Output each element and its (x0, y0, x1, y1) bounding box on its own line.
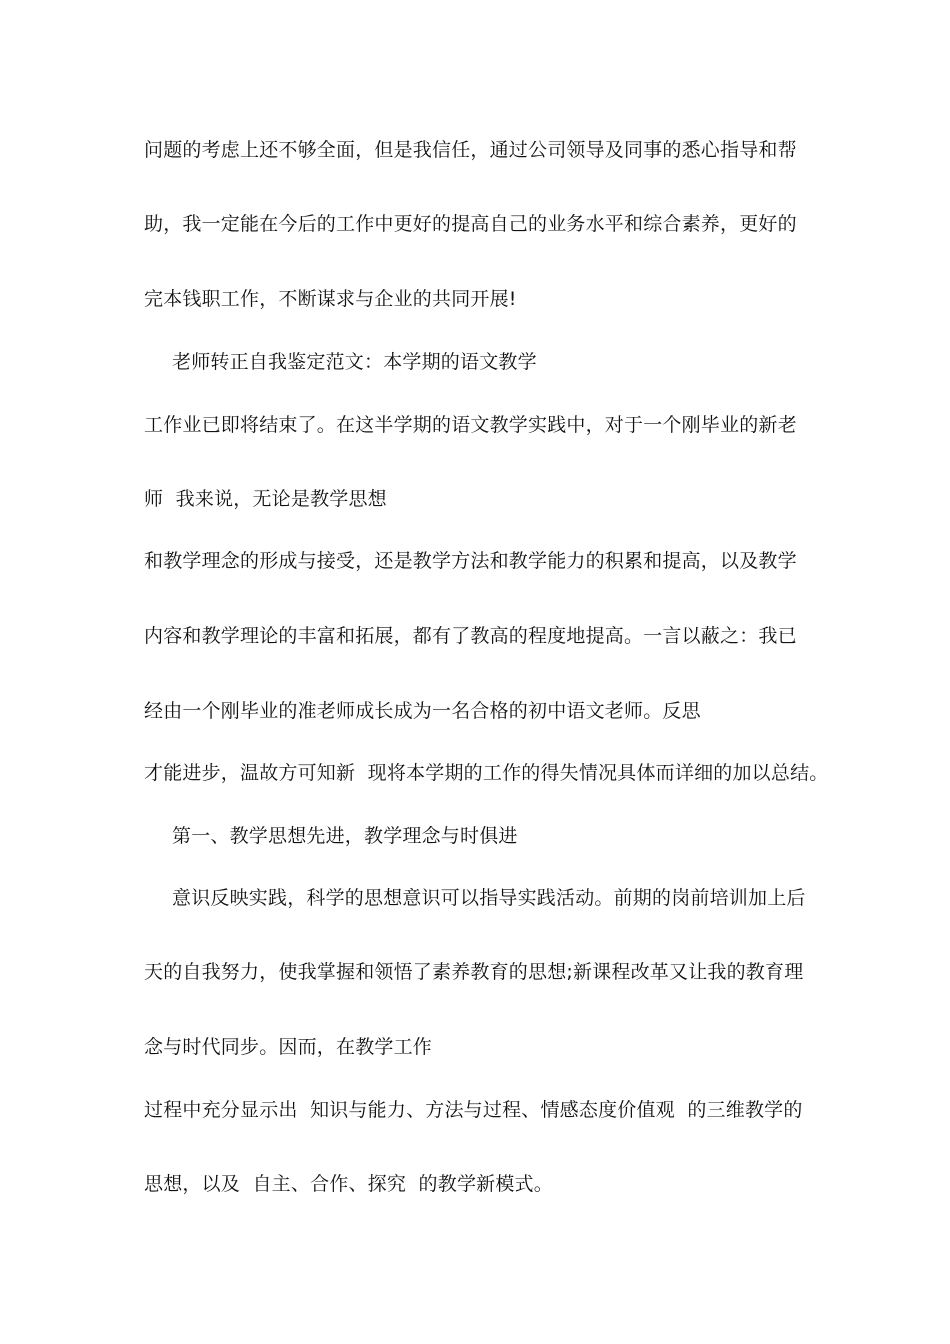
text-line: 过程中充分显示出 知识与能力、方法与过程、情感态度价值观 的三维教学的 (144, 1099, 803, 1121)
text-line: 完本钱职工作，不断谋求与企业的共同开展! (144, 288, 517, 310)
text-line: 思想，以及 自主、合作、探究 的教学新模式。 (144, 1173, 553, 1195)
text-line: 问题的考虑上还不够全面，但是我信任，通过公司领导及同事的悉心指导和帮 (144, 139, 797, 161)
text-line: 意识反映实践，科学的思想意识可以指导实践活动。前期的岗前培训加上后 (172, 887, 806, 909)
text-line: 师 我来说，无论是教学思想 (144, 488, 387, 510)
text-line: 助，我一定能在今后的工作中更好的提高自己的业务水平和综合素养，更好的 (144, 213, 797, 235)
text-line: 才能进步，温故方可知新 现将本学期的工作的得失情况具体而详细的加以总结。 (144, 762, 829, 784)
text-line: 经由一个刚毕业的准老师成长成为一名合格的初中语文老师。反思 (144, 700, 701, 722)
text-line: 内容和教学理论的丰富和拓展，都有了教高的程度地提高。一言以蔽之：我已 (144, 625, 797, 647)
section-heading: 老师转正自我鉴定范文：本学期的语文教学 (172, 351, 537, 373)
text-line: 工作业已即将结束了。在这半学期的语文教学实践中，对于一个刚毕业的新老 (144, 414, 797, 436)
text-line: 天的自我努力，使我掌握和领悟了素养教育的思想;新课程改革又让我的教育理 (144, 961, 804, 983)
text-line: 和教学理念的形成与接受，还是教学方法和教学能力的积累和提高，以及教学 (144, 550, 797, 572)
section-heading: 第一、教学思想先进，教学理念与时俱进 (172, 825, 518, 847)
text-line: 念与时代同步。因而，在教学工作 (144, 1036, 433, 1058)
